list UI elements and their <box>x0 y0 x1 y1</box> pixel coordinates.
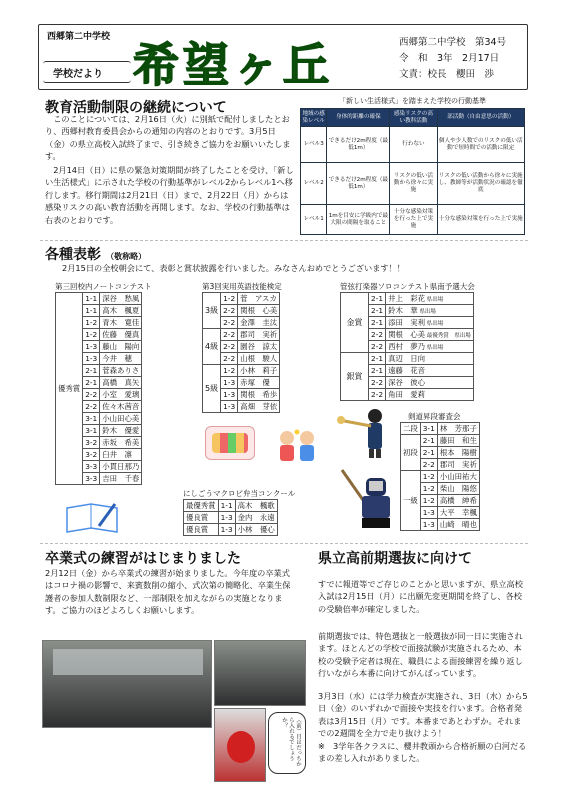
name-cell: 郡司 実祈 <box>437 459 479 471</box>
class-cell: 2-2 <box>221 329 238 341</box>
class-cell: 3-3 <box>83 461 100 473</box>
name-cell: 菅森ありさ <box>100 365 142 377</box>
prefectural-note: 最優秀賞 県出場 <box>425 333 471 339</box>
rules-cell: レベル3 <box>301 127 327 163</box>
medal-cell: 銀賞 <box>341 353 369 401</box>
name-cell: 遠藤 花音 <box>386 365 474 377</box>
bento-title: にしごうマクロビ弁当コンクール <box>183 489 296 498</box>
children-illustration <box>275 428 319 464</box>
name-cell: 関根 心美 <box>238 305 280 317</box>
rules-header: 地域の感染レベル <box>301 109 327 127</box>
class-cell: 1-2 <box>420 495 437 507</box>
class-cell: 2-2 <box>369 329 386 341</box>
name-cell: 高木 楓夏 <box>100 305 142 317</box>
rules-cell: リスクの低い活動から徐々に実施し、教師等が活動状況の確認を徹底 <box>437 163 525 205</box>
class-cell: 2-2 <box>221 305 238 317</box>
school-name: 西郷第二中学校 <box>47 32 111 42</box>
class-cell: 2-2 <box>83 401 100 413</box>
kendo-table <box>400 422 480 531</box>
awards-heading <box>45 244 146 264</box>
class-cell: 1-2 <box>221 293 238 305</box>
class-cell: 1-3 <box>218 512 235 524</box>
rules-table-title: 「新しい生活様式」を踏まえた学校の行動基準 <box>339 97 486 105</box>
name-cell: 佐藤 優真 <box>100 329 142 341</box>
masthead <box>38 24 528 90</box>
class-cell: 2-1 <box>369 353 386 365</box>
name-cell: 青木 寛佳 <box>100 317 142 329</box>
class-cell: 3-1 <box>83 425 100 437</box>
class-cell: 1-3 <box>221 389 238 401</box>
class-cell: 3-3 <box>83 473 100 485</box>
trombone-icon <box>335 402 393 460</box>
class-cell: 1-3 <box>420 507 437 519</box>
name-cell: 今井 穂 <box>100 353 142 365</box>
class-cell: 2-2 <box>369 377 386 389</box>
name-cell: 添田 実利 県出場 <box>386 317 474 329</box>
class-cell: 2-2 <box>221 341 238 353</box>
children-icon <box>275 428 319 464</box>
kendo-icon <box>336 466 398 530</box>
class-cell: 3-2 <box>83 449 100 461</box>
rules-header: 感染リスクの高い教科活動 <box>390 109 437 127</box>
rules-header: 部活動（自由意思の活動） <box>437 109 525 127</box>
award-cell: 最優秀賞 <box>184 500 219 512</box>
ensemble-table <box>340 292 474 401</box>
class-cell: 2-1 <box>420 447 437 459</box>
bento-food-icon <box>212 433 248 453</box>
name-cell: 藤田 和生 <box>437 435 479 447</box>
class-cell: 2-1 <box>369 317 386 329</box>
daruma-photo <box>214 708 266 782</box>
name-cell: 高橋 真矢 <box>100 377 142 389</box>
name-cell: 小林 優心 <box>235 524 277 536</box>
daruma-icon <box>227 731 255 763</box>
kendo-title: 剣道昇段審査会 <box>408 412 461 421</box>
prefectural-note: 県出場 <box>425 321 444 327</box>
class-cell: 1-2 <box>221 365 238 377</box>
divider <box>40 543 528 544</box>
name-cell: 臼井 凛 <box>100 449 142 461</box>
section-title-entrance: 県立高前期選抜に向けて <box>318 551 472 567</box>
rules-cell: 十分な感染対策を行った上で実施 <box>437 205 525 235</box>
class-cell: 2-1 <box>420 435 437 447</box>
issue-info <box>399 35 506 83</box>
awards-intro: 2月15日の全校朝会にて、表彰と賞状披露を行いました。みなさんおめでとうございます！！ <box>62 263 405 273</box>
name-cell: 根本 陽樹 <box>437 447 479 459</box>
class-cell: 1-1 <box>218 500 235 512</box>
name-cell: 大平 幸楓 <box>437 507 479 519</box>
name-cell: 林 芳那子 <box>437 423 479 435</box>
table-row <box>401 471 480 483</box>
name-cell: 鈴木 華 県出場 <box>386 305 474 317</box>
award-cell: 優秀賞 <box>56 293 83 485</box>
awards-subtitle: （敬称略） <box>106 252 147 261</box>
name-cell: 深谷 愁風 <box>100 293 142 305</box>
trombone-player-illustration <box>335 402 393 460</box>
name-cell: 菅 アスカ <box>238 293 280 305</box>
name-cell: 郡司 実祈 <box>238 329 280 341</box>
newsletter-label: 学校だより <box>53 69 103 80</box>
name-cell: 真辺 日向 <box>386 353 474 365</box>
section-title-graduation: 卒業式の練習がはじまりました <box>45 551 241 567</box>
table-row <box>184 500 278 512</box>
rules-cell: 十分な感染対策を行った上で実施 <box>390 205 437 235</box>
table-row <box>184 512 278 524</box>
classroom-photo <box>214 640 306 706</box>
class-cell: 2-2 <box>420 459 437 471</box>
name-cell: 関根 希歩 <box>238 389 280 401</box>
rules-table <box>300 108 525 235</box>
class-cell: 1-3 <box>420 519 437 531</box>
table-row <box>401 423 480 435</box>
table-row <box>203 293 280 305</box>
entrance-body-a: すでに報道等でご存じのことかと思いますが、県立高校入試は2月15日（月）に出願先変更期間を終了し、各校の受験倍率が確定しました。 <box>318 579 523 614</box>
entrance-note: ※ 3学年各クラスに、櫻井教頭から合格祈願の白河だるまの差し入れがありました。 <box>318 741 527 764</box>
rank-cell: 一級 <box>401 471 421 531</box>
prefectural-note: 県出場 <box>417 309 436 315</box>
class-cell: 2-2 <box>221 353 238 365</box>
class-cell: 3-2 <box>83 437 100 449</box>
class-cell: 1-1 <box>83 293 100 305</box>
prefectural-note: 県出場 <box>425 297 444 303</box>
restrictions-body-b: 2月14日（日）に県の緊急対策期間が終了したことを受け、「新しい生活様式」に示された学校の行動基準がレベル2からレベル1へ移行します。移行期間は2月21日（日）まで、2月22日（月）からは感染リスクの高い教育活動を再開します。なお、学校の行動基準は右表のとおりです。 <box>45 165 294 225</box>
name-cell: 小林 莉子 <box>238 365 280 377</box>
class-cell: 2-2 <box>221 317 238 329</box>
eiken-table <box>202 292 280 413</box>
entrance-body-b: 前期選抜では、特色選抜と一般選抜が同一日に実施されます。ほとんどの学校で面接試験が実施されるため、本校の受験予定者は現在、職員による面接練習を繰り返し行いながら本番に向けてがんばっています。 <box>318 631 523 679</box>
class-cell: 3-1 <box>83 413 100 425</box>
class-cell: 1-2 <box>83 317 100 329</box>
newsletter-title: 希望ヶ丘 <box>133 38 333 92</box>
class-cell: 2-1 <box>83 377 100 389</box>
grade-cell: 3級 <box>203 293 221 329</box>
table-row <box>56 293 142 305</box>
rehearsal-photo <box>42 640 212 728</box>
rank-cell: 二段 <box>401 423 421 435</box>
name-cell: 佐々木茜音 <box>100 401 142 413</box>
name-cell: 井上 彩花 県出場 <box>386 293 474 305</box>
table-row <box>203 365 280 377</box>
name-cell: 山根 駿人 <box>238 353 280 365</box>
name-cell: 柴山 陽悠 <box>437 483 479 495</box>
name-cell: 園谷 諒太 <box>238 341 280 353</box>
name-cell: 高畑 芽依 <box>238 401 280 413</box>
class-cell: 1-3 <box>83 341 100 353</box>
name-cell: 深谷 彼心 <box>386 377 474 389</box>
rules-cell: レベル1 <box>301 205 327 235</box>
class-cell: 2-1 <box>83 365 100 377</box>
name-cell: 藤山 陽向 <box>100 341 142 353</box>
class-cell: 1-2 <box>420 471 437 483</box>
rules-cell: レベル2 <box>301 163 327 205</box>
class-cell: 1-3 <box>221 401 238 413</box>
class-cell: 2-1 <box>369 293 386 305</box>
table-row <box>203 329 280 341</box>
name-cell: 高橋 紳希 <box>437 495 479 507</box>
bento-illustration <box>205 426 255 460</box>
name-cell: 小貫日那乃 <box>100 461 142 473</box>
class-cell: 2-1 <box>369 365 386 377</box>
award-cell: 優良賞 <box>184 524 219 536</box>
grade-cell: 4級 <box>203 329 221 365</box>
table-row <box>341 293 474 305</box>
class-cell: 2-2 <box>369 389 386 401</box>
photo-windows <box>53 649 203 675</box>
table-row <box>341 353 474 365</box>
restrictions-body-a: このことについては、2月16日（火）に別紙で配付しましたとおり、西郷村教育委員会からの通知の内容のとおりです。3月5日（金）の県立高校入試終了まで、引き続きご協力をお願いいたします。 <box>45 114 291 162</box>
name-cell: 関根 心美 最優秀賞 県出場 <box>386 329 474 341</box>
kendo-illustration <box>336 466 398 530</box>
name-cell: 高木 楓歌 <box>235 500 277 512</box>
issue-number: 西郷第二中学校 第34号 <box>399 37 507 48</box>
name-cell: 赤塚 優 <box>238 377 280 389</box>
class-cell: 2-2 <box>369 341 386 353</box>
class-cell: 2-1 <box>369 305 386 317</box>
name-cell: 赤坂 希美 <box>100 437 142 449</box>
table-row <box>184 524 278 536</box>
rules-table-block <box>300 96 525 235</box>
class-cell: 1-3 <box>83 353 100 365</box>
name-cell: 角田 愛莉 <box>386 389 474 401</box>
class-cell: 3-1 <box>420 423 437 435</box>
section-title-restrictions: 教育活動制限の継続について <box>45 100 227 116</box>
rules-cell: できるだけ2m程度（最低1m） <box>327 163 390 205</box>
speech-bubble: （前）目はだっちから入れるでしょうか？ <box>268 712 306 774</box>
name-cell: 吉田 千春 <box>100 473 142 485</box>
notebook-illustration <box>63 500 121 536</box>
rules-cell: 1mを目安に学級内で最大限の間隔を取ること <box>327 205 390 235</box>
name-cell: 金内 永遠 <box>235 512 277 524</box>
issue-author: 文責：校長 櫻田 渉 <box>399 69 495 80</box>
name-cell: 西村 夢乃 県出場 <box>386 341 474 353</box>
name-cell: 鈴木 優愛 <box>100 425 142 437</box>
class-cell: 1-2 <box>83 329 100 341</box>
name-cell: 山崎 晴也 <box>437 519 479 531</box>
divider <box>40 240 528 241</box>
grade-cell: 5級 <box>203 365 221 413</box>
class-cell: 2-2 <box>83 389 100 401</box>
graduation-body: 2月12日（金）から卒業式の練習が始まりました。今年度の卒業式はコロナ禍の影響で、来賓数削の縮小、式次第の簡略化、卒業生保護者の参加人数制限など、一部制限を加えながらの実施となります。ご協力のほどよろしくお願いします。 <box>45 568 291 616</box>
notebook-table <box>55 292 142 485</box>
rules-cell: 行わない <box>390 127 437 163</box>
issue-date: 令 和 3年 2月17日 <box>399 53 500 64</box>
class-cell: 1-3 <box>218 524 235 536</box>
rules-header: 身体的距離の確保 <box>327 109 390 127</box>
prefectural-note: 県出場 <box>425 345 444 351</box>
notebook-title: 第三回校内ノートコンテスト <box>55 282 152 291</box>
section-title-awards: 各種表彰 <box>45 247 101 263</box>
name-cell: 小室 愛璃 <box>100 389 142 401</box>
table-row <box>401 435 480 447</box>
name-cell: 金澤 圭汰 <box>238 317 280 329</box>
rules-cell: リスクの低い活動から徐々に実施 <box>390 163 437 205</box>
medal-cell: 金賞 <box>341 293 369 353</box>
ensemble-title: 管弦打楽器ソロコンテスト県南予選大会 <box>340 282 475 291</box>
class-cell: 1-3 <box>221 377 238 389</box>
rank-cell: 初段 <box>401 435 421 471</box>
notebook-icon <box>63 500 121 536</box>
award-cell: 優良賞 <box>184 512 219 524</box>
rules-cell: 個人や少人数でのリスクの低い活動で短時間での活動に限定 <box>437 127 525 163</box>
eiken-title: 第3回実用英語技能検定 <box>202 282 282 291</box>
name-cell: 小山田祐大 <box>437 471 479 483</box>
name-cell: 小山田心美 <box>100 413 142 425</box>
entrance-body-c: 3月3日（水）には学力検査が実施され、3日（水）から5日（金）のいずれかで面接や実技を行います。合格者発表は3月15日（月）です。本番まであとわずか。それまでの2週間を全力で走り抜けよう！ <box>318 691 528 739</box>
rules-cell: できるだけ2m程度（最低1m） <box>327 127 390 163</box>
class-cell: 1-2 <box>420 483 437 495</box>
bento-table <box>183 499 278 536</box>
class-cell: 1-1 <box>83 305 100 317</box>
